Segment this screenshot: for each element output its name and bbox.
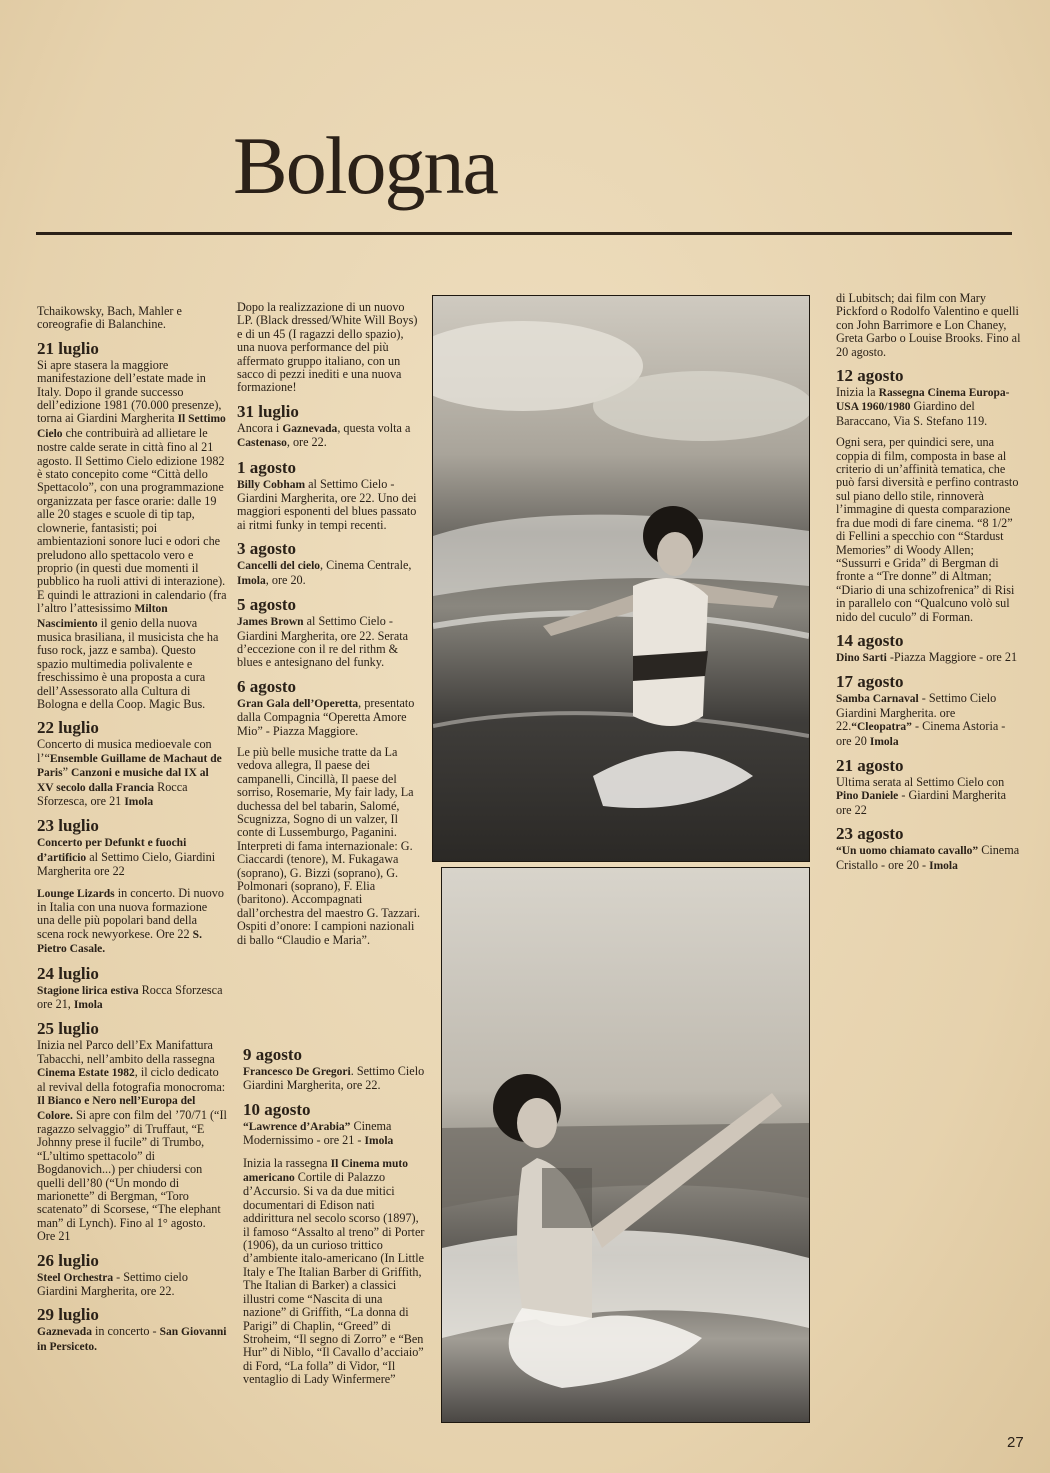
column-3 bbox=[243, 1042, 425, 1395]
bold-emphasis: Canzoni e musiche dal IX al XV secolo dalla Francia bbox=[37, 767, 209, 794]
bold-emphasis: Stagione lirica estiva bbox=[37, 984, 139, 997]
date-heading: 21 agosto bbox=[836, 755, 904, 775]
date-heading: 5 agosto bbox=[237, 595, 297, 615]
date-heading: 9 agosto bbox=[243, 1045, 303, 1064]
date-heading: 12 agosto bbox=[836, 366, 904, 386]
event-paragraph: James Brown al Settimo Cielo - Giardini Margherita, ore 22. Serata d’eccezione con il re del rithm & blues e antesignano del funky. bbox=[237, 614, 409, 670]
page-number: 27 bbox=[1007, 1434, 1024, 1451]
event-paragraph: “Lawrence d’Arabia” Cinema Modernissimo - ore 21 - Imola bbox=[243, 1118, 394, 1148]
bold-emphasis: S. Pietro Casale. bbox=[37, 928, 202, 956]
bold-emphasis: Steel Orchestra bbox=[37, 1271, 114, 1284]
event-paragraph: di Lubitsch; dai film con Mary Pickford o Rodolfo Valentino e quelli con John Barrimore e Lon Chaney, Greta Garbo o Louise Brooks. Fino al 20 agosto. bbox=[836, 291, 1021, 359]
bold-emphasis: Samba Carnaval bbox=[836, 693, 919, 706]
bold-emphasis: Gaznevada bbox=[37, 1326, 92, 1339]
bold-emphasis: Cancelli del cielo bbox=[237, 560, 321, 573]
bold-emphasis: “Un uomo chiamato cavallo” bbox=[836, 845, 979, 858]
event-paragraph: Inizia la Rassegna Cinema Europa-USA 1960/1980 Giardino del Baraccano, Via S. Stefano 119. bbox=[836, 385, 1010, 428]
event-paragraph: Billy Cobham al Settimo Cielo - Giardini Margherita, ore 22. Uno dei maggiori esponenti del blues passato ai ritmi funky in tempi recenti. bbox=[237, 476, 417, 532]
event-paragraph: Cancelli del cielo, Cinema Centrale, Imola, ore 20. bbox=[237, 558, 412, 587]
bold-emphasis: Imola bbox=[869, 735, 899, 748]
bold-emphasis: Milton Nascimiento bbox=[37, 603, 168, 630]
date-heading: 17 agosto bbox=[836, 672, 904, 692]
date-heading: 21 luglio bbox=[37, 338, 99, 358]
bold-emphasis: “Cleopatra” bbox=[851, 721, 912, 734]
event-paragraph: Ancora i Gaznevada, questa volta a Castenaso, ore 22. bbox=[237, 420, 411, 450]
photo-1-illustration bbox=[433, 296, 809, 861]
bold-emphasis: “Lawrence d’Arabia” bbox=[243, 1120, 351, 1133]
bold-emphasis: Il Settimo Cielo bbox=[37, 413, 226, 440]
event-paragraph: Le più belle musiche tratte da La vedova allegra, Il paese dei campanelli, Cincillà, Il paese del sorriso, Rosemarie, My fair lady, La duchessa del bel tabarin, Salomé, Scugnizza, Sogno di un valzer, Il conte di Lussemburgo, Paganini. Interpreti di fama internazionale: G. Ciaccardi (tenore), M. Fukagawa (soprano), G. Bizzi (soprano), G. Polmonari (soprano), F. Elia (baritono). Accompagnati dall’orchestra del maestro G. Tazzari. Ospiti d’onore: I campioni nazionali di ballo “Claudio e Maria”. bbox=[237, 744, 421, 947]
event-paragraph: Inizia nel Parco dell’Ex Manifattura Tabacchi, nell’ambito della rassegna Cinema Estate 1982, il ciclo dedicato al revival della fotografia monocroma: Il Bianco e Nero nell’Europa del Colore. Si apre con film del ’70/71 (“Il ragazzo selvaggio” di Truffaut, “E Johnny prese il fucile” di Trumbo, “L’ultimo spettacolo” di Bogdanovich...) per chiudersi con quelli dell’80 (“Un mondo di marionette” di Bergman, “Toro scatenato” di Scorsese, “The elephant man” di Lynch). Fino al 1° agosto. Ore 21 bbox=[37, 1038, 227, 1244]
bold-emphasis: Rassegna Cinema Europa-USA 1960/1980 bbox=[836, 387, 1010, 414]
event-paragraph: Francesco De Gregori. Settimo Cielo Giardini Margherita, ore 22. bbox=[243, 1064, 425, 1093]
bold-emphasis: James Brown bbox=[237, 616, 304, 629]
bold-emphasis: Dino Sarti bbox=[836, 651, 887, 664]
bold-emphasis: Pino Daniele bbox=[836, 790, 899, 803]
bold-emphasis: Castenaso bbox=[237, 437, 287, 450]
date-heading: 6 agosto bbox=[237, 676, 297, 696]
column-1 bbox=[37, 305, 227, 1362]
date-heading: 1 agosto bbox=[237, 457, 297, 477]
event-paragraph: Gaznevada in concerto - San Giovanni in Persiceto. bbox=[37, 1324, 227, 1353]
photo-2-illustration bbox=[442, 868, 809, 1422]
bold-emphasis: San Giovanni in Persiceto. bbox=[37, 1326, 227, 1353]
event-paragraph: Ultima serata al Settimo Cielo con Pino Daniele - Giardini Margherita ore 22 bbox=[836, 774, 1007, 817]
event-paragraph: Dopo la realizzazione di un nuovo LP. (Black dressed/White Will Boys) e di un 45 (I ragazzi dello spazio), una nuova performance del più affermato gruppo italiano, con un sacco di pezzi inediti e una nuova formazione! bbox=[237, 300, 418, 395]
bold-emphasis: Ensemble Guillame de Machaut de Paris bbox=[37, 752, 222, 780]
date-heading: 23 luglio bbox=[37, 816, 99, 836]
bold-emphasis: Gaznevada bbox=[282, 422, 338, 435]
title-rule bbox=[36, 232, 1012, 235]
event-paragraph: “Un uomo chiamato cavallo” Cinema Cristallo - ore 20 - Imola bbox=[836, 843, 1020, 872]
date-heading: 3 agosto bbox=[237, 539, 297, 559]
event-paragraph: Steel Orchestra - Settimo cielo Giardini Margherita, ore 22. bbox=[37, 1269, 188, 1298]
date-heading: 22 luglio bbox=[37, 718, 99, 738]
bold-emphasis: Imola bbox=[73, 999, 103, 1012]
date-heading: 29 luglio bbox=[37, 1305, 99, 1325]
date-heading: 10 agosto bbox=[243, 1099, 311, 1119]
woman-crouching-in-surf-photo bbox=[432, 295, 810, 862]
event-paragraph: Lounge Lizards in concerto. Di nuovo in Italia con una nuova formazione una delle più popolari band della scena rock newyorkese. Ore 22 S. Pietro Casale. bbox=[37, 885, 224, 956]
event-paragraph: Ogni sera, per quindici sere, una coppia di film, composta in base al criterio di un’affinità tematica, che può farsi diversità e perfino contrasto sul piano dello stile, rinnoverà l’immagine di questa comparazione fra due modi di fare cinema. “8 1/2” di Fellini a specchio con “Stardust Memories” di Woody Allen; “Sussurri e Grida” di Bergman di fronte a “Tre donne” di Altman; “Diario di una schizofrenica” di Risi in parallelo con “Qualcuno volò sul nido del cuculo” di Forman. bbox=[836, 435, 1019, 624]
bold-emphasis: Imola bbox=[237, 574, 266, 587]
bold-emphasis: Imola bbox=[124, 796, 154, 808]
bold-emphasis: Cinema Estate 1982 bbox=[37, 1067, 135, 1080]
date-heading: 31 luglio bbox=[237, 401, 299, 421]
event-paragraph: Concerto per Defunkt e fuochi d’artificio al Settimo Cielo, Giardini Margherita ore 22 bbox=[37, 837, 216, 879]
event-paragraph: Si apre stasera la maggiore manifestazione dell’estate made in Italy. Dopo il grande successo dell’edizione 1981 (70.000 presenze), torna ai Giardini Margherita Il Settimo Cielo che contribuirà ad allietare le nostre calde serate in città fino al 21 agosto. Il Settimo Cielo edizione 1982 è stato concepito come “Città dello Spettacolo”, con una programmazione organizzata per fasce orarie: dalle 19 alle 20 stages e scuole di tip tap, clownerie, fantasisti; poi ambientazioni sonore luci e odori che preludono allo spettacolo vero e proprio (in questi due momenti il pubblico ha ruoli attivi di interazione). E quindi le attrazioni in calendario (fra l’altro l’attesissimo Milton Nascimiento il genio della nuova musica brasiliana, il musicista che ha fuso rock, jazz e samba). Questo spazio multimedia polivalente e freschissimo è una proposta a cura dell’Assessorato alla Cultura di Bologna e della Coop. Magic Bus. bbox=[37, 357, 227, 711]
column-4 bbox=[836, 292, 1022, 881]
event-paragraph: Inizia la rassegna Il Cinema muto americano Cortile di Palazzo d’Accursio. Si va da due mitici documentari di Edison nati addirittura nel secolo scorso (1897), il famoso “Assalto al treno” di Porter (1906), da un curioso trittico d’ambiente italo-americano (In Little Italy e The Italian Barber di Griffith, The Italian di Barker) a classici illustri come “Nascita di una nazione” di Griffith, “La donna di Parigi” di Chaplin, “Greed” di Stroheim, “Il segno di Zorro” e “Ben Hur” di Niblo, “Il Cavallo d’acciaio” di Ford, “La folla” di Vidor, “Il ventaglio di Lady Winfermere” bbox=[243, 1155, 425, 1387]
bold-emphasis: Francesco De Gregori bbox=[243, 1066, 351, 1078]
bold-emphasis: Lounge Lizards bbox=[37, 887, 115, 900]
bold-emphasis: Billy Cobham bbox=[237, 478, 306, 491]
date-heading: 26 luglio bbox=[37, 1250, 99, 1270]
date-heading: 23 agosto bbox=[836, 824, 904, 844]
date-heading: 14 agosto bbox=[836, 630, 904, 650]
event-paragraph: Concerto di musica medioevale con l’“Ensemble Guillame de Machaut de Paris” Canzoni e musiche dal IX al XV secolo dalla Francia Rocca Sforzesca, ore 21 Imola bbox=[37, 737, 222, 808]
page-title: Bologna bbox=[233, 120, 497, 211]
woman-kicking-in-waves-photo bbox=[441, 867, 810, 1423]
column-2 bbox=[237, 301, 422, 955]
event-paragraph: Tchaikowsky, Bach, Mahler e coreografie di Balanchine. bbox=[37, 304, 182, 332]
bold-emphasis: Concerto per Defunkt e fuochi d’artificio bbox=[37, 837, 187, 864]
date-heading: 25 luglio bbox=[37, 1019, 99, 1039]
bold-emphasis: Imola bbox=[929, 859, 958, 872]
bold-emphasis: Il Bianco e Nero nell’Europa del Colore. bbox=[37, 1095, 196, 1122]
event-paragraph: Gran Gala dell’Operetta, presentato dalla Compagnia “Operetta Amore Mio” - Piazza Maggiore. bbox=[237, 695, 415, 738]
event-paragraph: Stagione lirica estiva Rocca Sforzesca ore 21, Imola bbox=[37, 982, 223, 1012]
bold-emphasis: Il Cinema muto americano bbox=[243, 1157, 408, 1185]
bold-emphasis: Imola bbox=[364, 1135, 394, 1148]
event-paragraph: Samba Carnaval - Settimo Cielo Giardini Margherita. ore 22.“Cleopatra” - Cinema Astoria - ore 20 Imola bbox=[836, 691, 1006, 748]
date-heading: 24 luglio bbox=[37, 963, 99, 983]
bold-emphasis: Gran Gala dell’Operetta bbox=[237, 697, 359, 710]
event-paragraph: Dino Sarti -Piazza Maggiore - ore 21 bbox=[836, 649, 1018, 664]
